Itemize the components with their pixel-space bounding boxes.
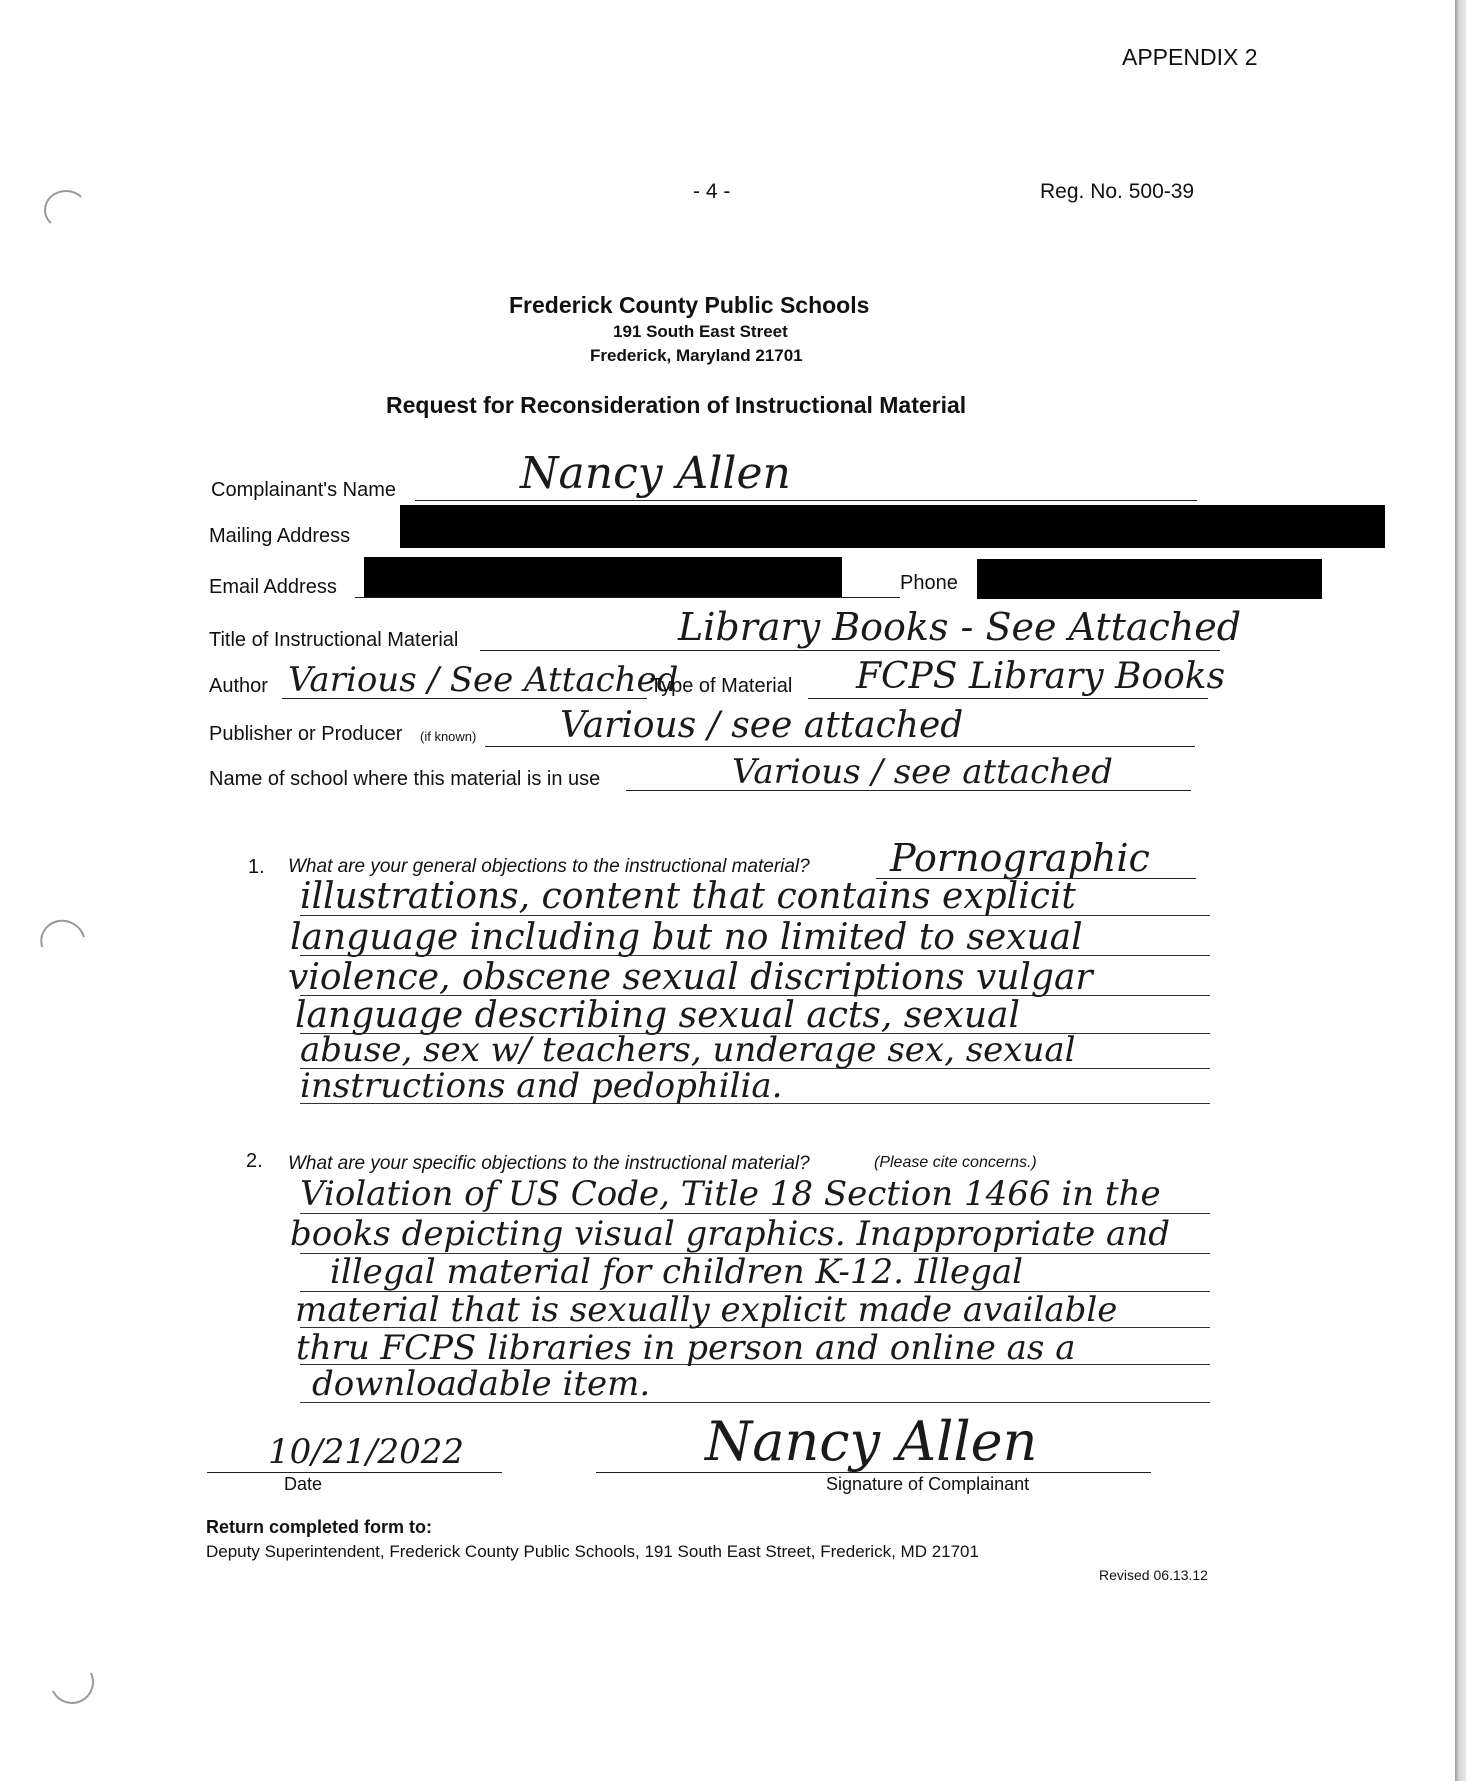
question-1-answer-line: abuse, sex w/ teachers, underage sex, sexual [300, 1030, 1076, 1070]
return-address: Deputy Superintendent, Frederick County Public Schools, 191 South East Street, Frederick, MD 21701 [206, 1542, 979, 1561]
complainant-name-value: Nancy Allen [520, 448, 791, 499]
signature-label: Signature of Complainant [826, 1474, 1030, 1494]
school-value: Various / see attached [732, 752, 1113, 792]
title-of-material-value: Library Books - See Attached [678, 605, 1242, 649]
title-of-material-label: Title of Instructional Material [209, 629, 459, 651]
date-label: Date [284, 1474, 323, 1494]
publisher-note: (if known) [420, 729, 477, 744]
hole-punch-mark [44, 1654, 100, 1710]
type-of-material-label: Type of Material [650, 675, 793, 697]
appendix-label: APPENDIX 2 [1122, 44, 1258, 70]
question-1-answer-line: violence, obscene sexual discriptions vulgar [288, 957, 1093, 998]
question-1-answer-start: Pornographic [890, 836, 1150, 880]
regulation-number: Reg. No. 500-39 [1040, 180, 1195, 203]
page-edge-shadow [1455, 0, 1466, 1781]
publisher-label: Publisher or Producer [209, 723, 403, 745]
title-of-material-line [480, 650, 1220, 651]
school-label: Name of school where this material is in use [209, 768, 601, 790]
type-of-material-line [808, 698, 1208, 699]
question-1-answer-line: instructions and pedophilia. [300, 1066, 783, 1106]
complainant-name-label: Complainant's Name [211, 479, 397, 501]
email-address-redaction [364, 557, 842, 597]
revised-date: Revised 06.13.12 [1099, 1567, 1208, 1583]
question-2-note: (Please cite concerns.) [874, 1154, 1037, 1171]
question-2-answer-line: illegal material for children K-12. Illegal [330, 1252, 1023, 1292]
author-value: Various / See Attached [288, 660, 679, 700]
author-label: Author [209, 675, 268, 697]
date-value: 10/21/2022 [268, 1432, 464, 1472]
signature-line [596, 1472, 1151, 1473]
hole-punch-mark [32, 911, 94, 972]
form-title: Request for Reconsideration of Instructional Material [386, 392, 967, 418]
institution-city: Frederick, Maryland 21701 [590, 346, 803, 365]
date-line [207, 1472, 502, 1473]
question-2-answer-line: thru FCPS libraries in person and online as a [296, 1328, 1076, 1368]
complainant-name-line [415, 500, 1197, 501]
question-2-number: 2. [246, 1150, 263, 1172]
question-2-answer-line: material that is sexually explicit made available [295, 1290, 1118, 1330]
question-1-answer-line: language describing sexual acts, sexual [295, 995, 1020, 1036]
return-label: Return completed form to: [206, 1517, 433, 1537]
question-2-answer-line: downloadable item. [312, 1364, 651, 1404]
question-1-answer-line: illustrations, content that contains explicit [300, 876, 1076, 917]
question-2-answer-line: Violation of US Code, Title 18 Section 1466 in the [300, 1174, 1161, 1214]
publisher-value: Various / see attached [560, 705, 964, 746]
question-2-answer-line: books depicting visual graphics. Inappropriate and [290, 1214, 1170, 1254]
question-2-prompt: What are your specific objections to the instructional material? [288, 1153, 810, 1174]
email-address-label: Email Address [209, 576, 337, 598]
institution-name: Frederick County Public Schools [509, 292, 870, 318]
page-number: - 4 - [693, 180, 731, 203]
type-of-material-value: FCPS Library Books [856, 656, 1226, 697]
email-line [355, 597, 900, 598]
institution-street: 191 South East Street [613, 322, 788, 341]
question-1-prompt: What are your general objections to the instructional material? [288, 856, 810, 877]
question-1-number: 1. [248, 856, 265, 878]
hole-punch-mark [44, 190, 88, 230]
phone-redaction [977, 559, 1322, 599]
signature-value: Nancy Allen [705, 1410, 1038, 1473]
mailing-address-redaction [400, 505, 1385, 548]
question-1-answer-line: language including but no limited to sexual [290, 917, 1083, 958]
phone-label: Phone [900, 572, 958, 594]
mailing-address-label: Mailing Address [209, 525, 351, 547]
publisher-line [485, 746, 1195, 747]
